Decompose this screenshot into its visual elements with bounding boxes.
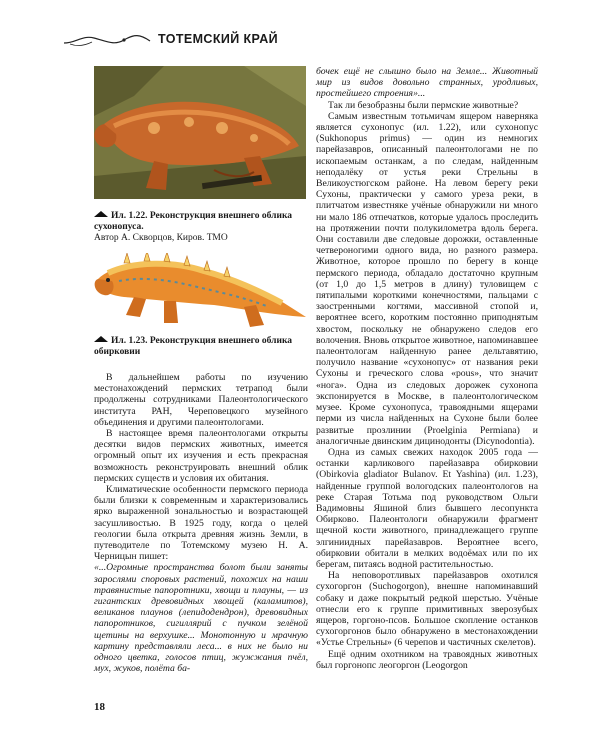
figure-1-caption-title: Ил. 1.22. Реконструкция внешнего облика сухонопуса.: [94, 211, 293, 232]
left-text-column: [94, 372, 308, 674]
figure-2-caption-title: Ил. 1.23. Реконструкция внешнего облика обирковии: [94, 336, 293, 357]
paragraph: В дальнейшем работы по изучению местонахождений пермских тетрапод были продолжены сотрудниками Палеонтологического института РАН, Череповецкого музейного объединения и другими палеонтологами.: [94, 372, 308, 428]
obirkovia-reconstruction-image: [94, 253, 308, 333]
header-title: ТОТЕМСКИЙ КРАЙ: [158, 32, 279, 46]
paragraph: Самым известным тотьмичам ящером наверняка является сухонопус (ил. 1.22), или сухонопус (Sukhonopus primus) — один из немногих парейазавров, описанный палеонтологами не по ископаемым останкам, а по следам, найденным неподалёку от устья реки Стрельны в Великоустюгском районе. На левом берегу реки Сухоны, практически у самого уреза реки, в плитчатом известняке учёные обнаружили ни много ни мало 186 отпечатков, которые удалось проследить на протяжении почти полукилометра вдоль берега. Они составили две следовые дорожки, оставленные четвероногими одного вида, но разного размера. Животное, которое прошло по берегу в конце пермского периода, обладало достаточно крупным (от 1,0 до 1,5 метров в длину) туловищем с пятипалыми короткими конечностями, пальцами с заостренными когтями, массивной стопой и, вероятнее всего, коротким постоянно приподнятым хвостом, поскольку не обнаружено следов его волочения. Вновь открытое животное, напоминавшее палеонтологам найденную ранее дельтавятию, получило название «сухонопус» от названия реки Сухоны и греческого слова «pous», что значит «нога». Одна из следовых дорожек сухонопа экспонируется в Москве, в палеонтологическом музее. Кроме сухонопуса, травоядными ящерами перми из числа найденных на Сухоне были более развитые прозлинии (Proelginia Permiana) и аналогичные двинским дицинодонты (Dicynodontia).: [316, 110, 538, 447]
figure-1-caption: [94, 211, 306, 244]
quotation-continued: бочек ещё не слышно было на Земле... Животный мир из видов довольно странных, уродливых, простейшего строения»...: [316, 66, 538, 100]
right-text-column: [316, 66, 538, 671]
paragraph: Климатические особенности пермского периода были близки к современным и характеризовались ярко выраженной зональностью и возрастающей засушливостью. В 1925 году, когда о целей геологии была открыта древняя жизнь Земли, в путеводителе по Тотемскому музею Н. А. Черницын пишет:: [94, 484, 308, 563]
caption-arrow-icon: [94, 211, 108, 218]
figure-2-caption: [94, 336, 306, 358]
caption-arrow-icon: [94, 336, 108, 343]
paragraph: В настоящее время палеонтологами открыты десятки видов пермских животных, имеется огромный опыт их изучения и есть прекрасная возможность реконструировать внешний облик пермских существ и условия их обитания.: [94, 428, 308, 484]
paragraph: Так ли безобразны были пермские животные?: [328, 99, 519, 111]
quotation: «...Огромные пространства болот были заняты зарослями споровых растений, похожих на наши травянистые папоротники, хвощи и плауны, — из гигантских древовидных хвощей (каламитов), великанов плаунов (лепидодендрон), древовидных папоротников, сигиллярий с пучком зелёной щетины на верхушке... Монотонную и мрачную картину представляли леса... в них не было ни одного цветка, голосов птиц, жужжания пчёл, мух, жуков, полёта ба-: [94, 562, 308, 675]
paragraph: Ещё одним охотником на травоядных животных был горгонопс леогоргон (Leogorgon: [316, 648, 538, 671]
sukhonopus-reconstruction-image: [94, 66, 306, 199]
paragraph: На неповоротливых парейазавров охотился сухогоргон (Suchogorgon), внешне напоминавший собаку и даже покрытый редкой шерстью. Учёные отнесли его к группе примитивных зверозубых ящеров, горгоно-псов. Большое скопление останков сухогоргонов было обнаружено в местонахождении «Устье Стрельны» (6 черепов и частичных скелетов).: [316, 570, 538, 649]
paragraph: Одна из самых свежих находок 2005 года — останки карликового парейазавра обирковии (Obirkovia gladiator Bulanov. Et Yashina) (ил. 1.23), найденные группой вологодских палеонтологов на реке Старая Тотьма под руководством Ольги Вадимовны Яшиной близ бывшего лесопункта Обирково. Палеонтологи обнаружили фрагмент щечной кости животного, принадлежащего группе элгиниидных парейазавров. Вероятнее всего, обирковии обитали в мелких водоёмах или по их берегам, питаясь водной растительностью.: [316, 446, 538, 570]
running-header: [62, 30, 542, 50]
page-number: 18: [94, 701, 105, 713]
figure-1-caption-credit: Автор А. Скворцов, Киров. ТМО: [94, 233, 228, 243]
flourish-ornament-icon: [62, 32, 152, 48]
